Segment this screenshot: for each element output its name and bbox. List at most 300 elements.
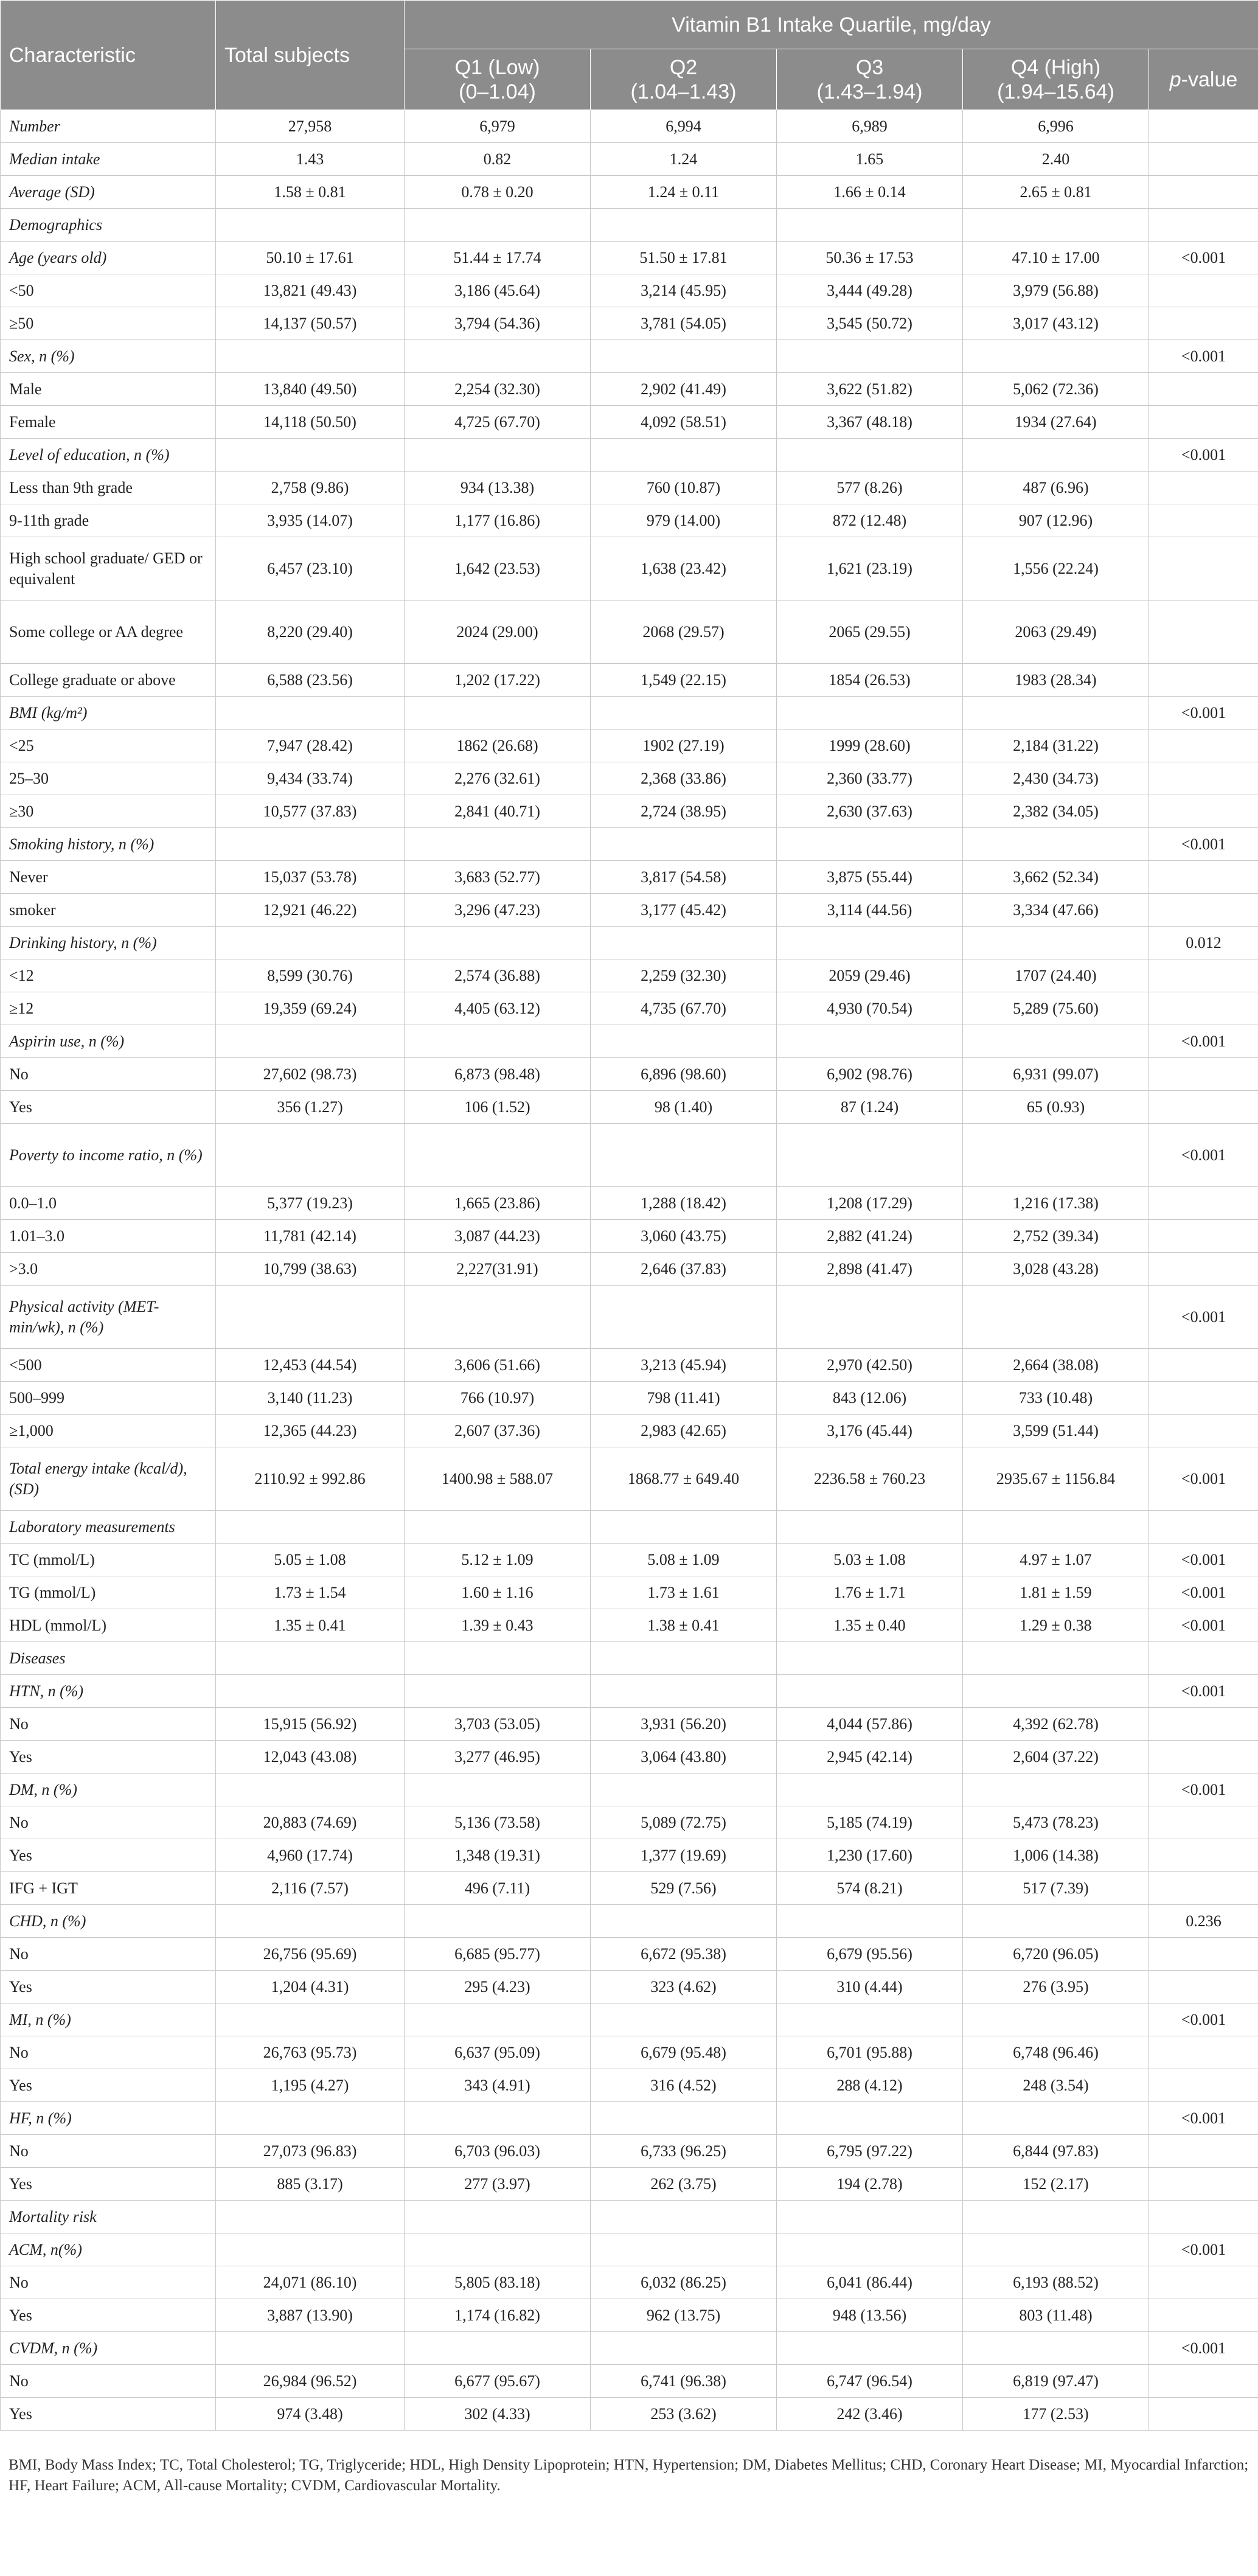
cell-q4: 1707 (24.40)	[963, 959, 1149, 992]
cell-characteristic: IFG + IGT	[1, 1872, 216, 1905]
table-row	[1, 1187, 1258, 1220]
cell-q4: 517 (7.39)	[963, 1872, 1149, 1905]
header-p-value	[1149, 49, 1258, 110]
cell-q1: 1,348 (19.31)	[405, 1839, 591, 1872]
cell-q4	[963, 1675, 1149, 1708]
cell-q3: 50.36 ± 17.53	[777, 242, 963, 274]
cell-characteristic: Yes	[1, 1091, 216, 1124]
cell-q2: 262 (3.75)	[591, 2168, 777, 2201]
cell-q4: 2,382 (34.05)	[963, 795, 1149, 828]
cell-total	[216, 2003, 405, 2036]
cell-p-value	[1149, 1806, 1258, 1839]
cell-characteristic: BMI (kg/m²)	[1, 697, 216, 729]
cell-q2: 1.38 ± 0.41	[591, 1609, 777, 1642]
cell-characteristic: No	[1, 2266, 216, 2299]
cell-total: 20,883 (74.69)	[216, 1806, 405, 1839]
cell-q1	[405, 2102, 591, 2135]
cell-p-value	[1149, 1220, 1258, 1253]
cell-q1: 3,703 (53.05)	[405, 1708, 591, 1741]
cell-total	[216, 1124, 405, 1187]
cell-characteristic: ≥12	[1, 992, 216, 1025]
cell-p-value	[1149, 861, 1258, 894]
cell-characteristic: <50	[1, 274, 216, 307]
table-row	[1, 2135, 1258, 2168]
cell-q1	[405, 1774, 591, 1806]
cell-total: 13,840 (49.50)	[216, 373, 405, 406]
table-row	[1, 176, 1258, 209]
cell-q2: 2,724 (38.95)	[591, 795, 777, 828]
cell-q1: 2,841 (40.71)	[405, 795, 591, 828]
cell-total: 14,118 (50.50)	[216, 406, 405, 439]
cell-q1: 1.39 ± 0.43	[405, 1609, 591, 1642]
header-p-letter: p	[1169, 68, 1181, 91]
table-row	[1, 242, 1258, 274]
cell-p-value	[1149, 2365, 1258, 2398]
cell-p-value	[1149, 2299, 1258, 2332]
table-row	[1, 1058, 1258, 1091]
cell-p-value: <0.001	[1149, 1544, 1258, 1576]
cell-q3	[777, 2332, 963, 2365]
cell-p-value	[1149, 2135, 1258, 2168]
cell-characteristic: ≥1,000	[1, 1415, 216, 1447]
cell-q1: 1,642 (23.53)	[405, 537, 591, 600]
table-row	[1, 2365, 1258, 2398]
cell-q4: 1983 (28.34)	[963, 664, 1149, 697]
cell-q4: 6,720 (96.05)	[963, 1938, 1149, 1971]
cell-q4: 3,599 (51.44)	[963, 1415, 1149, 1447]
cell-q2: 3,817 (54.58)	[591, 861, 777, 894]
cell-p-value: <0.001	[1149, 2102, 1258, 2135]
cell-q4: 1.81 ± 1.59	[963, 1576, 1149, 1609]
cell-q3: 3,114 (44.56)	[777, 894, 963, 927]
cell-q2: 4,735 (67.70)	[591, 992, 777, 1025]
cell-characteristic: ≥30	[1, 795, 216, 828]
table-row	[1, 1447, 1258, 1511]
cell-q1: 3,794 (54.36)	[405, 307, 591, 340]
cell-total: 1,195 (4.27)	[216, 2069, 405, 2102]
cell-characteristic: CHD, n (%)	[1, 1905, 216, 1938]
cell-characteristic: TG (mmol/L)	[1, 1576, 216, 1609]
table-row	[1, 1642, 1258, 1675]
cell-p-value	[1149, 795, 1258, 828]
cell-total: 19,359 (69.24)	[216, 992, 405, 1025]
cell-q1: 2,227(31.91)	[405, 1253, 591, 1286]
cell-characteristic: No	[1, 1708, 216, 1741]
cell-characteristic: DM, n (%)	[1, 1774, 216, 1806]
cell-p-value: <0.001	[1149, 340, 1258, 373]
header-total-subjects: Total subjects	[216, 1, 405, 110]
cell-q3: 1.66 ± 0.14	[777, 176, 963, 209]
cell-q3: 872 (12.48)	[777, 504, 963, 537]
cell-q2: 2,983 (42.65)	[591, 1415, 777, 1447]
cell-characteristic: CVDM, n (%)	[1, 2332, 216, 2365]
cell-p-value	[1149, 992, 1258, 1025]
cell-total: 10,799 (38.63)	[216, 1253, 405, 1286]
cell-characteristic: Less than 9th grade	[1, 472, 216, 504]
cell-characteristic: ≥50	[1, 307, 216, 340]
cell-q4	[963, 1511, 1149, 1544]
cell-q3	[777, 828, 963, 861]
cell-q3: 574 (8.21)	[777, 1872, 963, 1905]
cell-q4: 3,979 (56.88)	[963, 274, 1149, 307]
cell-characteristic: High school graduate/ GED or equivalent	[1, 537, 216, 600]
cell-q2: 1868.77 ± 649.40	[591, 1447, 777, 1511]
table-row	[1, 2266, 1258, 2299]
cell-q3: 3,545 (50.72)	[777, 307, 963, 340]
cell-q3: 194 (2.78)	[777, 2168, 963, 2201]
cell-q3	[777, 340, 963, 373]
cell-q4	[963, 1124, 1149, 1187]
table-row	[1, 209, 1258, 242]
cell-p-value	[1149, 504, 1258, 537]
cell-q1: 6,685 (95.77)	[405, 1938, 591, 1971]
cell-q4: 5,062 (72.36)	[963, 373, 1149, 406]
cell-q3: 948 (13.56)	[777, 2299, 963, 2332]
cell-characteristic: Sex, n (%)	[1, 340, 216, 373]
table-row	[1, 439, 1258, 472]
header-q4-range: (1.94–15.64)	[997, 80, 1114, 103]
cell-q3: 1.65	[777, 143, 963, 176]
cell-characteristic: Age (years old)	[1, 242, 216, 274]
cell-characteristic: >3.0	[1, 1253, 216, 1286]
cell-total: 26,984 (96.52)	[216, 2365, 405, 2398]
cell-q3: 242 (3.46)	[777, 2398, 963, 2431]
cell-total: 6,588 (23.56)	[216, 664, 405, 697]
cell-q2	[591, 2201, 777, 2233]
cell-total: 26,756 (95.69)	[216, 1938, 405, 1971]
cell-total	[216, 927, 405, 959]
cell-q3: 2236.58 ± 760.23	[777, 1447, 963, 1511]
cell-p-value: 0.012	[1149, 927, 1258, 959]
cell-p-value: <0.001	[1149, 1774, 1258, 1806]
cell-q1: 3,296 (47.23)	[405, 894, 591, 927]
cell-q3: 2,882 (41.24)	[777, 1220, 963, 1253]
cell-q1	[405, 1511, 591, 1544]
cell-q1: 3,087 (44.23)	[405, 1220, 591, 1253]
cell-q2: 3,781 (54.05)	[591, 307, 777, 340]
cell-q4: 3,017 (43.12)	[963, 307, 1149, 340]
cell-characteristic: 1.01–3.0	[1, 1220, 216, 1253]
cell-characteristic: No	[1, 2365, 216, 2398]
cell-q2: 6,679 (95.48)	[591, 2036, 777, 2069]
cell-q1: 1,665 (23.86)	[405, 1187, 591, 1220]
table-row	[1, 1220, 1258, 1253]
cell-q1: 6,677 (95.67)	[405, 2365, 591, 2398]
cell-q4: 6,819 (97.47)	[963, 2365, 1149, 2398]
cell-characteristic: Drinking history, n (%)	[1, 927, 216, 959]
cell-q2: 2,902 (41.49)	[591, 373, 777, 406]
cell-q1: 4,725 (67.70)	[405, 406, 591, 439]
cell-p-value: <0.001	[1149, 242, 1258, 274]
table-row	[1, 472, 1258, 504]
table-row	[1, 274, 1258, 307]
cell-q2: 3,931 (56.20)	[591, 1708, 777, 1741]
cell-p-value	[1149, 1058, 1258, 1091]
cell-total	[216, 2102, 405, 2135]
cell-characteristic: Demographics	[1, 209, 216, 242]
header-q1-range: (0–1.04)	[459, 80, 536, 103]
cell-q2	[591, 340, 777, 373]
table-row	[1, 861, 1258, 894]
cell-q1	[405, 2201, 591, 2233]
table-row	[1, 729, 1258, 762]
cell-characteristic: <12	[1, 959, 216, 992]
cell-total: 12,921 (46.22)	[216, 894, 405, 927]
cell-q4: 4.97 ± 1.07	[963, 1544, 1149, 1576]
cell-q2: 3,060 (43.75)	[591, 1220, 777, 1253]
cell-p-value	[1149, 2168, 1258, 2201]
header-p-suffix: -value	[1181, 68, 1238, 91]
table-row	[1, 1905, 1258, 1938]
cell-total: 2110.92 ± 992.86	[216, 1447, 405, 1511]
cell-q3: 1999 (28.60)	[777, 729, 963, 762]
table-row	[1, 340, 1258, 373]
cell-q2: 98 (1.40)	[591, 1091, 777, 1124]
cell-p-value: <0.001	[1149, 2233, 1258, 2266]
cell-p-value: <0.001	[1149, 1124, 1258, 1187]
cell-q1: 4,405 (63.12)	[405, 992, 591, 1025]
cell-p-value	[1149, 1349, 1258, 1382]
cell-total	[216, 439, 405, 472]
cell-q2: 3,214 (45.95)	[591, 274, 777, 307]
cell-p-value	[1149, 664, 1258, 697]
cell-q3: 2059 (29.46)	[777, 959, 963, 992]
cell-q2	[591, 828, 777, 861]
cell-characteristic: 25–30	[1, 762, 216, 795]
cell-total	[216, 1905, 405, 1938]
cell-q2: 5.08 ± 1.09	[591, 1544, 777, 1576]
cell-q1: 2,574 (36.88)	[405, 959, 591, 992]
cell-q1: 766 (10.97)	[405, 1382, 591, 1415]
cell-q4: 3,662 (52.34)	[963, 861, 1149, 894]
cell-q2: 6,032 (86.25)	[591, 2266, 777, 2299]
table-row	[1, 373, 1258, 406]
header-q3-range: (1.43–1.94)	[816, 80, 923, 103]
cell-q3: 310 (4.44)	[777, 1971, 963, 2003]
cell-q2	[591, 1124, 777, 1187]
cell-q1	[405, 1286, 591, 1349]
cell-q4	[963, 1286, 1149, 1349]
cell-q2: 2,646 (37.83)	[591, 1253, 777, 1286]
cell-total: 13,821 (49.43)	[216, 274, 405, 307]
cell-characteristic: HDL (mmol/L)	[1, 1609, 216, 1642]
cell-total: 356 (1.27)	[216, 1091, 405, 1124]
table-row	[1, 894, 1258, 927]
cell-characteristic: Total energy intake (kcal/d), (SD)	[1, 1447, 216, 1511]
cell-q2: 5,089 (72.75)	[591, 1806, 777, 1839]
cell-total	[216, 2201, 405, 2233]
table-row	[1, 2036, 1258, 2069]
cell-total	[216, 209, 405, 242]
cell-q3: 3,444 (49.28)	[777, 274, 963, 307]
cell-q4	[963, 2332, 1149, 2365]
cell-q4: 5,289 (75.60)	[963, 992, 1149, 1025]
cell-q2: 979 (14.00)	[591, 504, 777, 537]
header-q4-name: Q4 (High)	[1010, 55, 1101, 79]
cell-q3: 6,902 (98.76)	[777, 1058, 963, 1091]
cell-characteristic: No	[1, 1058, 216, 1091]
cell-p-value	[1149, 1382, 1258, 1415]
cell-q3	[777, 209, 963, 242]
cell-characteristic: HTN, n (%)	[1, 1675, 216, 1708]
cell-q3	[777, 439, 963, 472]
cell-characteristic: Yes	[1, 1741, 216, 1774]
cell-characteristic: Yes	[1, 1971, 216, 2003]
cell-p-value	[1149, 1708, 1258, 1741]
table-row	[1, 2332, 1258, 2365]
cell-q2	[591, 2003, 777, 2036]
cell-total: 1,204 (4.31)	[216, 1971, 405, 2003]
table-row	[1, 1971, 1258, 2003]
cell-q2	[591, 1642, 777, 1675]
cell-p-value	[1149, 2266, 1258, 2299]
cell-q3	[777, 1511, 963, 1544]
cell-q2	[591, 1675, 777, 1708]
cell-p-value: <0.001	[1149, 1447, 1258, 1511]
cell-q4: 6,844 (97.83)	[963, 2135, 1149, 2168]
cell-q1: 5.12 ± 1.09	[405, 1544, 591, 1576]
cell-total: 6,457 (23.10)	[216, 537, 405, 600]
cell-p-value	[1149, 1839, 1258, 1872]
cell-q1: 3,186 (45.64)	[405, 274, 591, 307]
cell-p-value	[1149, 110, 1258, 143]
cell-q1: 0.82	[405, 143, 591, 176]
header-q2-range: (1.04–1.43)	[630, 80, 737, 103]
cell-q1: 3,683 (52.77)	[405, 861, 591, 894]
table-row	[1, 762, 1258, 795]
cell-q4: 6,996	[963, 110, 1149, 143]
cell-total: 15,915 (56.92)	[216, 1708, 405, 1741]
cell-q1: 0.78 ± 0.20	[405, 176, 591, 209]
table-row	[1, 828, 1258, 861]
table-row	[1, 1253, 1258, 1286]
cell-q1	[405, 828, 591, 861]
cell-q1	[405, 927, 591, 959]
cell-q2: 6,672 (95.38)	[591, 1938, 777, 1971]
header-q2-name: Q2	[669, 55, 698, 79]
cell-q2	[591, 1774, 777, 1806]
cell-p-value: 0.236	[1149, 1905, 1258, 1938]
cell-q4: 2,604 (37.22)	[963, 1741, 1149, 1774]
cell-total	[216, 828, 405, 861]
cell-q1	[405, 1025, 591, 1058]
cell-q2: 2,368 (33.86)	[591, 762, 777, 795]
table-row	[1, 504, 1258, 537]
cell-total: 2,116 (7.57)	[216, 1872, 405, 1905]
cell-q3	[777, 2102, 963, 2135]
cell-characteristic: Level of education, n (%)	[1, 439, 216, 472]
cell-q4: 733 (10.48)	[963, 1382, 1149, 1415]
cell-characteristic: 500–999	[1, 1382, 216, 1415]
cell-total: 9,434 (33.74)	[216, 762, 405, 795]
cell-q3: 1,621 (23.19)	[777, 537, 963, 600]
cell-p-value: <0.001	[1149, 1609, 1258, 1642]
cell-q4: 177 (2.53)	[963, 2398, 1149, 2431]
table-row	[1, 1415, 1258, 1447]
cell-q3	[777, 1774, 963, 1806]
cell-total: 14,137 (50.57)	[216, 307, 405, 340]
cell-q3: 2,945 (42.14)	[777, 1741, 963, 1774]
table-row	[1, 537, 1258, 600]
cell-q1	[405, 439, 591, 472]
table-footnote: BMI, Body Mass Index; TC, Total Cholesterol; TG, Triglyceride; HDL, High Density Lipoprotein; HTN, Hypertension; DM, Diabetes Mellitus; CHD, Coronary Heart Disease; MI, Myocardial Infarction; HF, Heart Failure; ACM, All-cause Mortality; CVDM, Cardiovascular Mortality.	[9, 2457, 1249, 2494]
cell-q4: 2,752 (39.34)	[963, 1220, 1149, 1253]
cell-total	[216, 1675, 405, 1708]
cell-characteristic: 0.0–1.0	[1, 1187, 216, 1220]
cell-q3: 3,176 (45.44)	[777, 1415, 963, 1447]
cell-characteristic: Yes	[1, 2168, 216, 2201]
cell-total	[216, 2233, 405, 2266]
cell-characteristic: 9-11th grade	[1, 504, 216, 537]
header-quartile-group: Vitamin B1 Intake Quartile, mg/day	[405, 1, 1258, 49]
cell-q3	[777, 2201, 963, 2233]
cell-q4: 1,006 (14.38)	[963, 1839, 1149, 1872]
cell-q4: 276 (3.95)	[963, 1971, 1149, 2003]
cell-total	[216, 1774, 405, 1806]
cell-characteristic: Physical activity (MET-min/wk), n (%)	[1, 1286, 216, 1349]
cell-q3	[777, 1675, 963, 1708]
cell-p-value	[1149, 1511, 1258, 1544]
cell-q2: 6,896 (98.60)	[591, 1058, 777, 1091]
cell-q2: 1,549 (22.15)	[591, 664, 777, 697]
cell-q3: 3,622 (51.82)	[777, 373, 963, 406]
cell-p-value: <0.001	[1149, 1286, 1258, 1349]
cell-q1: 2,276 (32.61)	[405, 762, 591, 795]
cell-q1: 295 (4.23)	[405, 1971, 591, 2003]
cell-p-value	[1149, 959, 1258, 992]
cell-q3: 1854 (26.53)	[777, 664, 963, 697]
table-row	[1, 2201, 1258, 2233]
table-row	[1, 2299, 1258, 2332]
cell-q3: 2,360 (33.77)	[777, 762, 963, 795]
cell-q3	[777, 2233, 963, 2266]
cell-q4: 2,664 (38.08)	[963, 1349, 1149, 1382]
cell-q1: 106 (1.52)	[405, 1091, 591, 1124]
cell-q2: 1902 (27.19)	[591, 729, 777, 762]
cell-total: 1.73 ± 1.54	[216, 1576, 405, 1609]
cell-q2: 798 (11.41)	[591, 1382, 777, 1415]
cell-characteristic: MI, n (%)	[1, 2003, 216, 2036]
cell-q3	[777, 697, 963, 729]
table-row	[1, 1511, 1258, 1544]
cell-characteristic: No	[1, 2036, 216, 2069]
cell-q2: 962 (13.75)	[591, 2299, 777, 2332]
cell-q4: 6,931 (99.07)	[963, 1058, 1149, 1091]
cell-q2: 6,741 (96.38)	[591, 2365, 777, 2398]
cell-q2: 6,994	[591, 110, 777, 143]
cell-total: 3,887 (13.90)	[216, 2299, 405, 2332]
cell-characteristic: Aspirin use, n (%)	[1, 1025, 216, 1058]
cell-total: 3,935 (14.07)	[216, 504, 405, 537]
cell-q4: 803 (11.48)	[963, 2299, 1149, 2332]
table-row	[1, 664, 1258, 697]
cell-total: 50.10 ± 17.61	[216, 242, 405, 274]
cell-p-value	[1149, 307, 1258, 340]
cell-total	[216, 2332, 405, 2365]
cell-q4: 6,748 (96.46)	[963, 2036, 1149, 2069]
cell-p-value	[1149, 373, 1258, 406]
cell-q3	[777, 1025, 963, 1058]
cell-q4	[963, 2233, 1149, 2266]
table-row	[1, 1872, 1258, 1905]
cell-characteristic: Yes	[1, 2069, 216, 2102]
cell-q1: 1,174 (16.82)	[405, 2299, 591, 2332]
cell-q3: 288 (4.12)	[777, 2069, 963, 2102]
cell-p-value	[1149, 274, 1258, 307]
cell-total: 4,960 (17.74)	[216, 1839, 405, 1872]
table-row	[1, 2069, 1258, 2102]
cell-q2: 1.24 ± 0.11	[591, 176, 777, 209]
